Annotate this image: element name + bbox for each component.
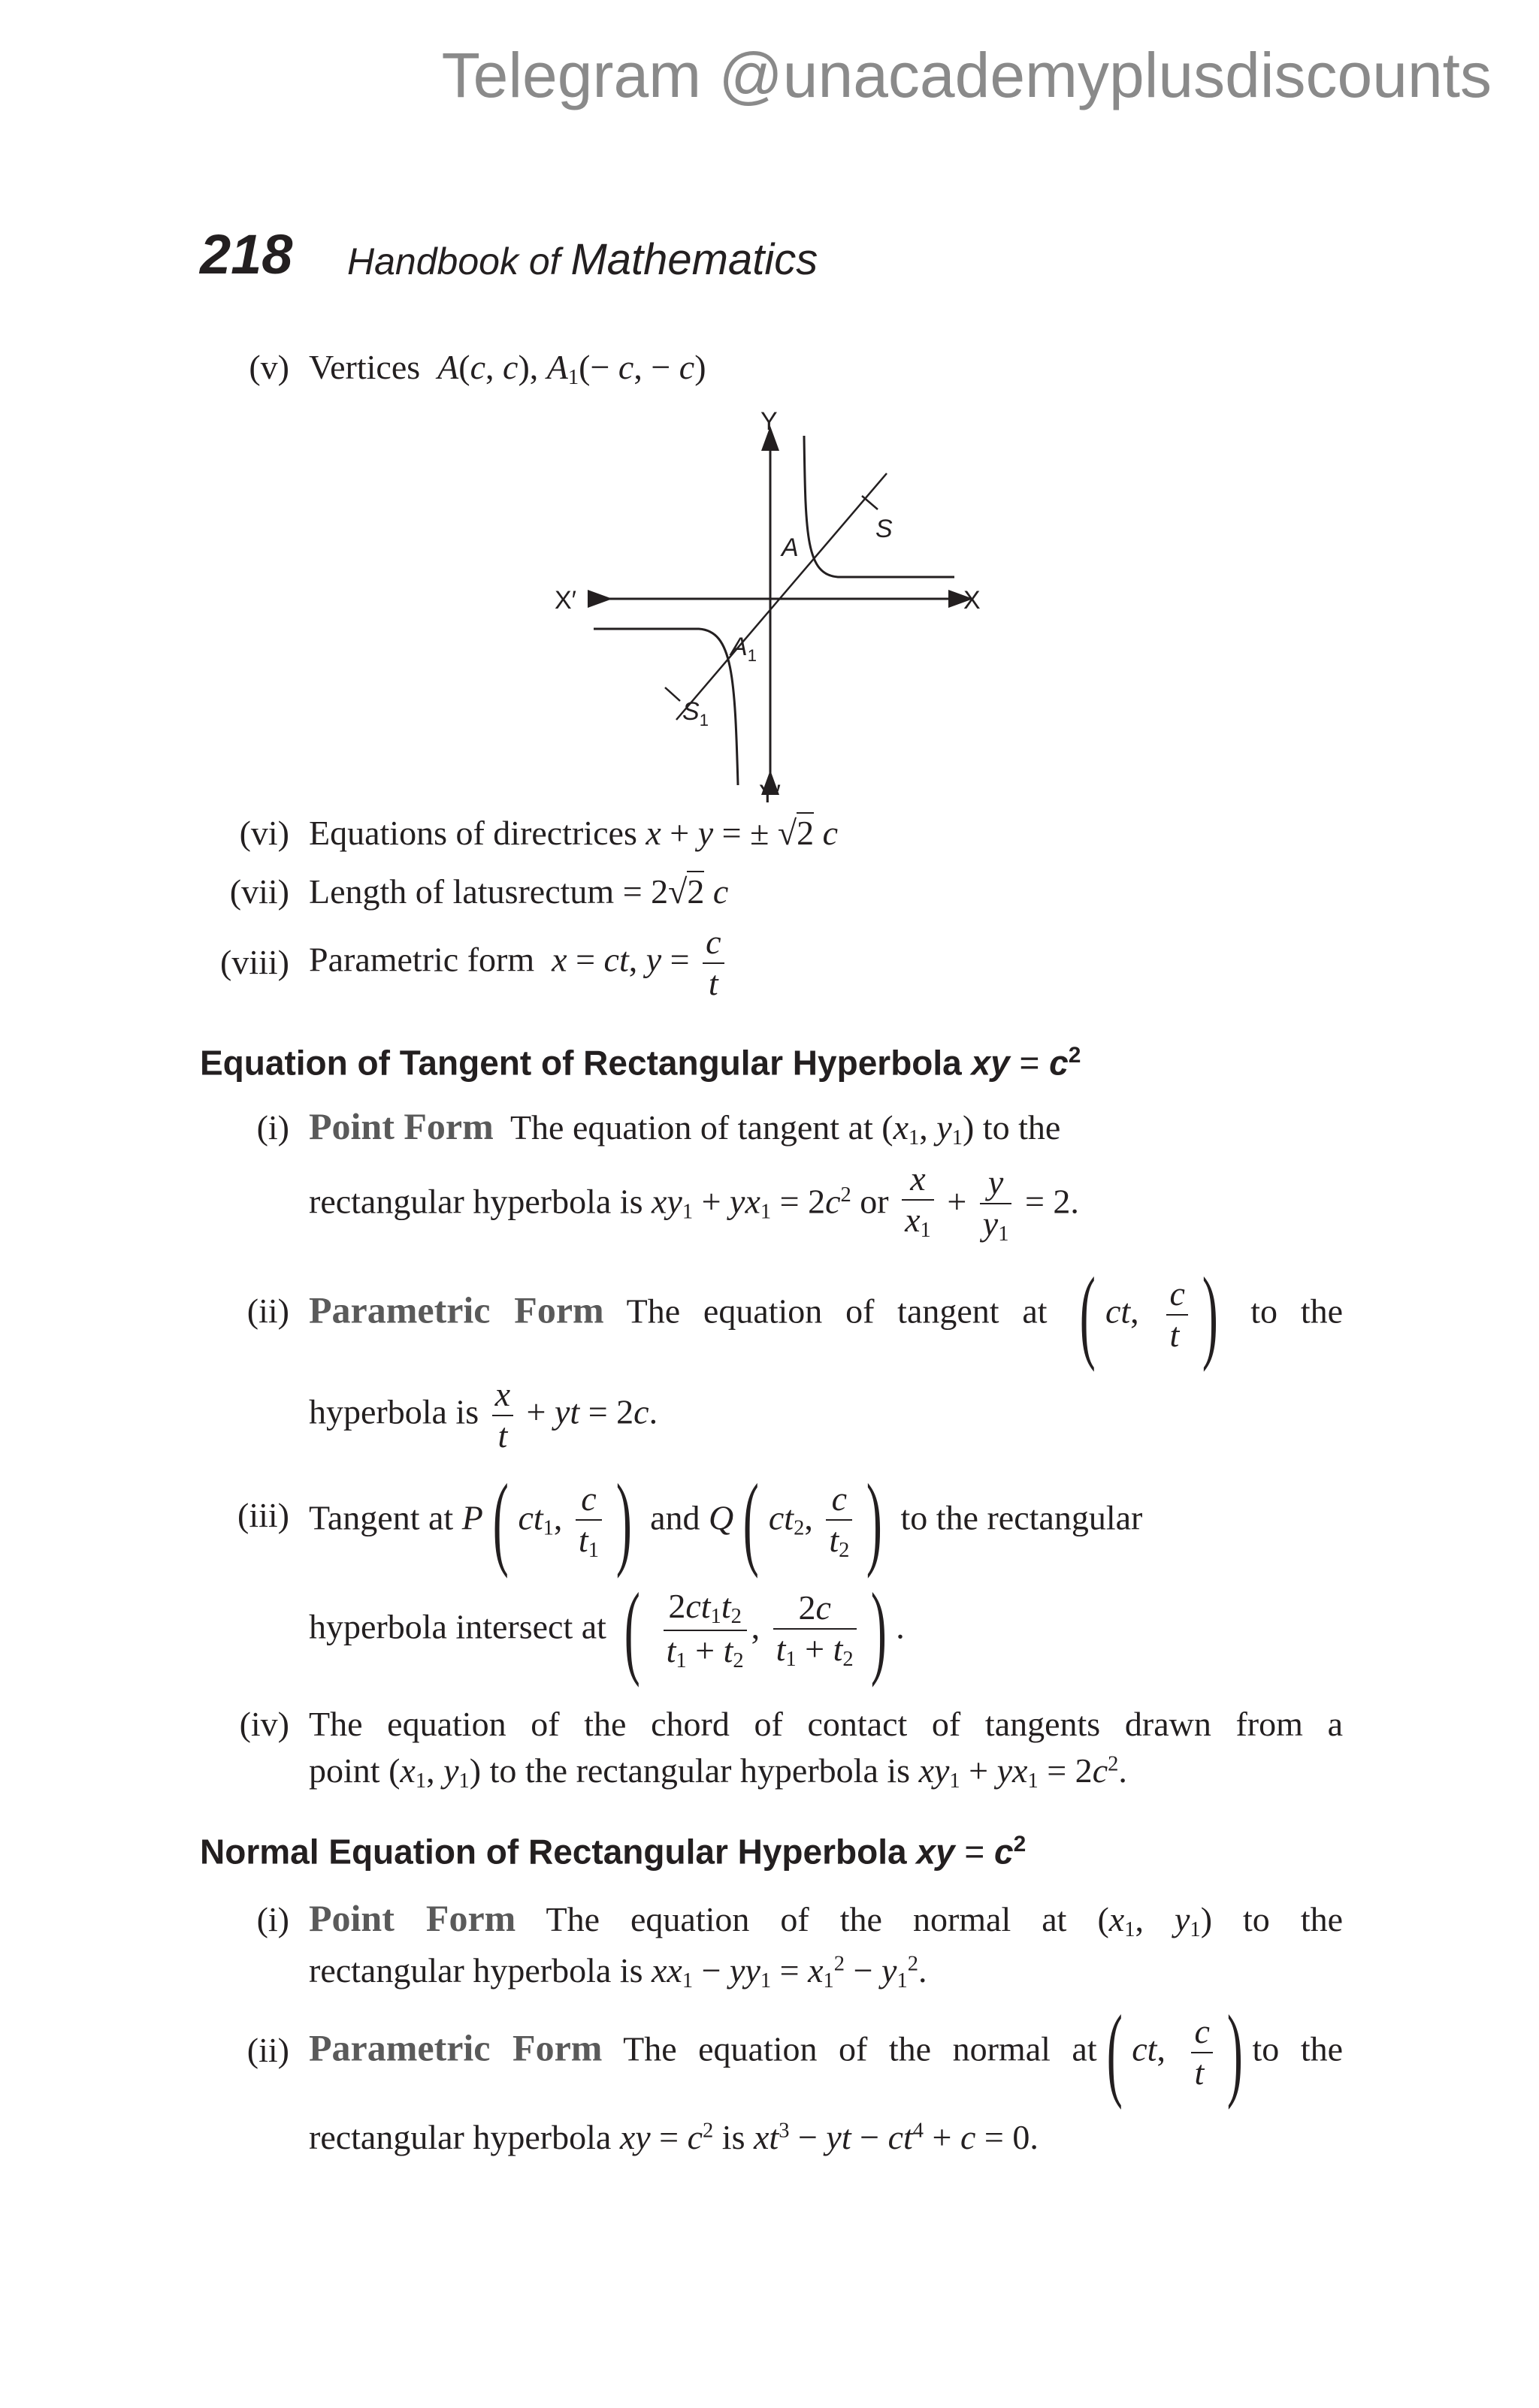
item-number: (iii) [237, 1496, 289, 1534]
page-number: 218 [200, 223, 293, 286]
book-title-prefix: Handbook of [347, 240, 561, 282]
upper-branch [804, 436, 954, 577]
y-label: Y [760, 407, 778, 436]
hyperbola-figure [541, 406, 1007, 804]
item-number: (viii) [220, 943, 289, 981]
item-label: Length of latusrectum [309, 872, 615, 911]
term-point-form: Point Form [309, 1897, 516, 1939]
item-vertices: Vertices A(c, c), $A_1(- c$, − c) [309, 348, 706, 390]
item-parametric: Parametric form x = ct, y = $\frac{c}{t}$ [309, 923, 729, 1004]
item-latusrectum: Length of latusrectum = 2√2 c [309, 872, 729, 911]
normal-parametric-line2: rectangular hyperbola xy = $c^2$ is $xt^3$ − yt − $ct^4 + c = 0$. [309, 2118, 1039, 2156]
item-number: (ii) [246, 2031, 289, 2069]
lower-branch [594, 629, 738, 785]
tangent-point-form-line1: Point Form The equation of tangent at ($x_1$, $y_1$) to the [309, 1105, 1061, 1150]
section-heading-tangent: Equation of Tangent of Rectangular Hyperbola xy = $c^2$ [200, 1043, 1081, 1083]
x-label: X [963, 586, 981, 615]
focus-s1-label: $S_1$ [682, 697, 709, 730]
focus-s1-tick [665, 687, 680, 701]
tangent-parametric-line2: hyperbola is $\frac{x}{t}$ + yt = 2c. [309, 1375, 658, 1455]
chord-of-contact-line1: The equation of the chord of contact of tangents drawn from a [309, 1705, 1343, 1743]
chord-of-contact-line2: point ($x_1$, $y_1$) to the rectangular hyperbola is $xy_1 + yx_1 = 2c^2$. [309, 1751, 1127, 1793]
term-point-form: Point Form [309, 1105, 494, 1147]
normal-parametric-line1: Parametric Form The equation of the normal at( ct, $\frac{c}{t}$ ) to the [309, 1994, 1344, 2110]
normal-point-form-line2: rectangular hyperbola is $xx_1 - yy_1 = x_1^2 - y_1^2$. [309, 1951, 927, 1993]
item-label: Equations of directrices [309, 814, 637, 852]
item-number: (vi) [239, 814, 289, 852]
item-number: (iv) [239, 1705, 289, 1743]
item-directrices: Equations of directrices x + y = ± √2 c [309, 814, 838, 852]
item-label: Vertices [309, 348, 421, 386]
item-number: (vii) [229, 872, 289, 911]
tangent-intersection-line1: Tangent at P( $ct_1$, $\frac{c}{t_1}$ ) and Q( $ct_2$, $\frac{c}{t_2}$ ) to the rectangular [309, 1463, 1143, 1579]
tangent-intersection-line2: hyperbola intersect at ( $\frac{2ct_1t_2}{t_1 + t_2}$ , $\frac{2c}{t_1 + t_2}$ ) . [309, 1572, 905, 1688]
watermark-text: Telegram @unacademyplusdiscounts [441, 40, 1492, 110]
term-parametric-form: Parametric Form [309, 2026, 603, 2069]
item-number: (i) [256, 1900, 289, 1938]
transverse-axis-line [676, 473, 887, 720]
tangent-point-form-line2: rectangular hyperbola is $xy_1 + yx_1 = 2c^2$ or $\frac{x}{x_1}$ + $\frac{y}{y_1}$ = 2. [309, 1159, 1079, 1246]
book-title-subject: Mathematics [570, 235, 818, 284]
book-title [347, 234, 818, 285]
item-number: (i) [256, 1108, 289, 1147]
vertex-a-label: A [782, 533, 799, 562]
section-heading-normal: Normal Equation of Rectangular Hyperbola xy = $c^2$ [200, 1832, 1027, 1872]
item-number: (v) [249, 348, 289, 386]
item-number: (ii) [246, 1292, 289, 1330]
y-prime-label: Y′ [759, 780, 782, 804]
x-prime-label: X′ [555, 586, 577, 615]
tangent-parametric-line1: Parametric Form The equation of tangent at ( ct, $\frac{c}{t}$ ) to the [309, 1256, 1344, 1373]
focus-s-label: S [875, 515, 893, 543]
item-label: Parametric form [309, 940, 535, 979]
focus-s-tick [862, 496, 878, 509]
term-parametric-form: Parametric Form [309, 1289, 604, 1331]
vertex-a1-label: $A_1$ [730, 633, 757, 665]
normal-point-form-line1: Point Form The equation of the normal at ($x_1$, $y_1$) to the [309, 1897, 1344, 1942]
